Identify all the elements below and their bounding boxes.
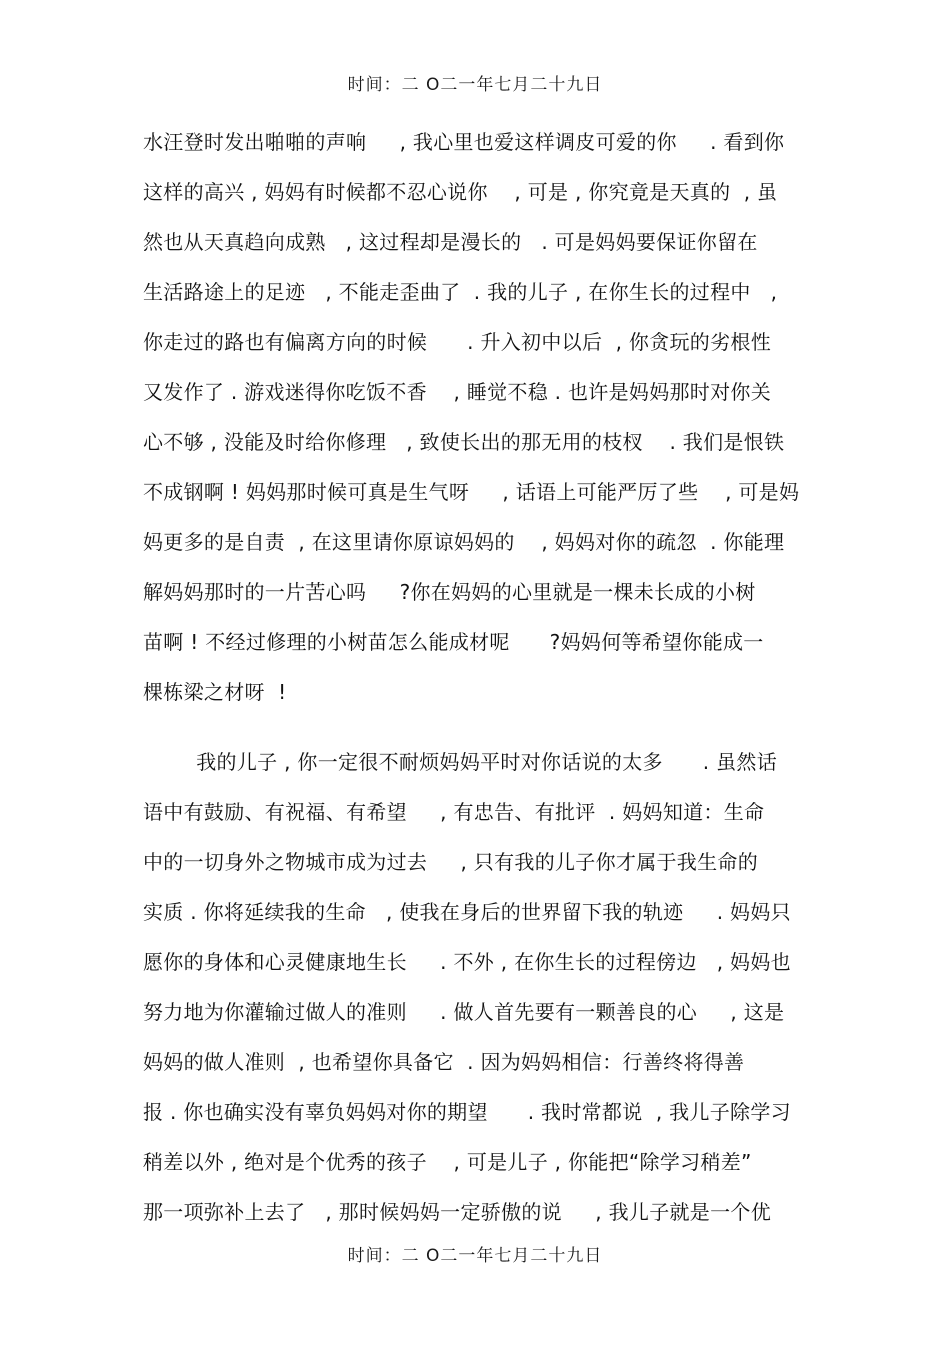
text-line: 我的儿子 , 你一定很不耐烦妈妈平时对你话说的太多 . 虽然话 [143, 750, 777, 774]
text-line: 语中有鼓励、有祝福、有希望 , 有忠告、有批评 . 妈妈知道：生命 [143, 800, 765, 824]
text-line: 解妈妈那时的一片苦心吗 ?你在妈妈的心里就是一棵未长成的小树 [143, 580, 756, 604]
page-header-date: 时间：二 O二一年七月二十九日 [347, 75, 603, 95]
paragraph-1 [143, 117, 823, 717]
text-line: 心不够 , 没能及时给你修理 , 致使长出的那无用的枝杈 . 我们是恨铁 [143, 430, 785, 454]
text-line: 中的一切身外之物城市成为过去 , 只有我的儿子你才属于我生命的 [143, 850, 759, 874]
text-line: 水汪登时发出啪啪的声响 , 我心里也爱这样调皮可爱的你 . 看到你 [143, 130, 785, 154]
text-line: 那一项弥补上去了 , 那时候妈妈一定骄傲的说 , 我儿子就是一个优 [143, 1200, 771, 1224]
text-line: 又发作了 . 游戏迷得你吃饭不香 , 睡觉不稳 . 也许是妈妈那时对你关 [143, 380, 771, 404]
text-line: 棵栋梁之材呀 ! [143, 680, 287, 704]
text-line: 实质 . 你将延续我的生命 , 使我在身后的世界留下我的轨迹 . 妈妈只 [143, 900, 791, 924]
text-line: 努力地为你灌输过做人的准则 . 做人首先要有一颗善良的心 , 这是 [143, 1000, 785, 1024]
text-line: 你走过的路也有偏离方向的时候 . 升入初中以后 , 你贪玩的劣根性 [143, 330, 771, 354]
page-footer-date: 时间：二 O二一年七月二十九日 [347, 1246, 603, 1266]
text-line: 生活路途上的足迹 , 不能走歪曲了 . 我的儿子 , 在你生长的过程中 , [143, 280, 778, 304]
text-line: 苗啊 ! 不经过修理的小树苗怎么能成材呢 ?妈妈何等希望你能成一 [143, 630, 764, 654]
text-line: 这样的高兴 , 妈妈有时候都不忍心说你 , 可是 , 你究竟是天真的 , 虽 [143, 180, 778, 204]
text-line: 稍差以外 , 绝对是个优秀的孩子 , 可是儿子 , 你能把“除学习稍差” [143, 1150, 752, 1174]
text-line: 不成钢啊 ! 妈妈那时候可真是生气呀 , 话语上可能严厉了些 , 可是妈 [143, 480, 800, 504]
text-line: 然也从天真趋向成熟 , 这过程却是漫长的 . 可是妈妈要保证你留在 [143, 230, 758, 254]
text-line: 妈妈的做人准则 , 也希望你具备它 . 因为妈妈相信：行善终将得善 [143, 1050, 745, 1074]
paragraph-2 [143, 737, 823, 1237]
text-line: 妈更多的是自责 , 在这里请你原谅妈妈的 , 妈妈对你的疏忽 . 你能理 [143, 530, 785, 554]
text-line: 报 . 你也确实没有辜负妈妈对你的期望 . 我时常都说 , 我儿子除学习 [143, 1100, 791, 1124]
text-line: 愿你的身体和心灵健康地生长 . 不外 , 在你生长的过程傍边 , 妈妈也 [143, 950, 791, 974]
